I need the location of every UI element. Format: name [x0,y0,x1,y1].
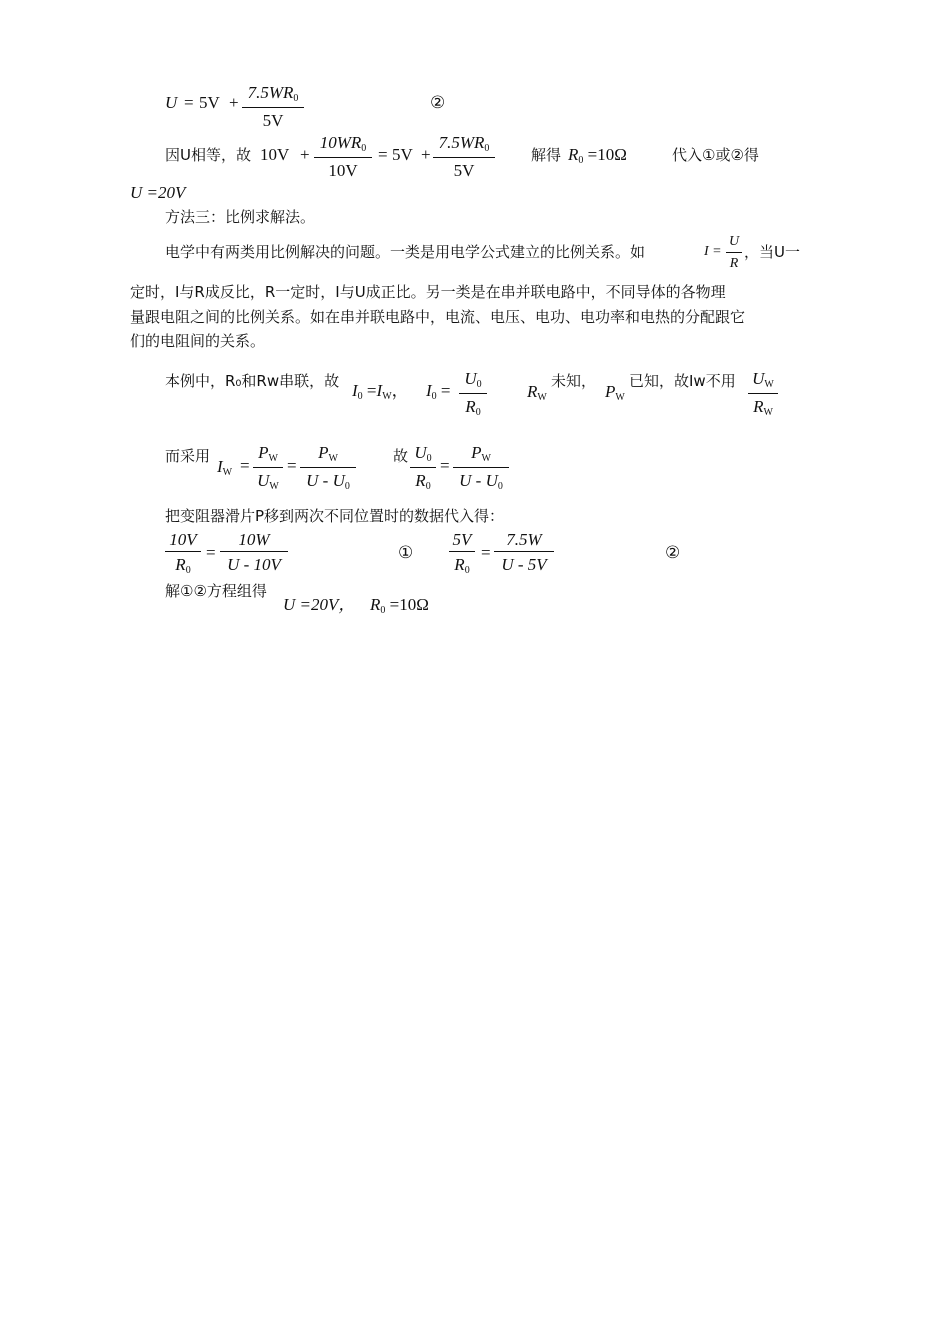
eq-pair-2-right-num: 7.5W [506,530,542,549]
para3-fraction-3 [410,444,436,492]
eq-pair-2-marker: ② [665,543,681,563]
para3-frac3-den: R [415,471,426,490]
eq-pair-2-right [494,531,554,573]
para3-frac1-den-sub: W [269,481,279,492]
para3-fraction-2 [300,444,356,492]
para1-formula-num: U [728,234,740,249]
para3-frac3-den-sub: 0 [425,481,431,492]
eq1-lhs: U [165,93,178,112]
final-r-sub: 0 [380,605,386,616]
para1-formula-lhs: I = [704,244,722,259]
eq2-a: 10V [260,145,290,164]
para2-pw-sub: W [615,392,625,403]
eq1-frac-num: 7.5WR [247,83,294,102]
para2-unknown: 未知， [551,372,597,390]
para3-frac4-den-sub: 0 [497,481,503,492]
para2-i0-sub: 0 [357,391,363,402]
eq2-fraction-2 [433,134,495,179]
eq2-r0-val: =10Ω [587,145,627,164]
para2-i0: I [352,381,358,400]
para2-rw: R [527,382,538,401]
eq-pair-2-equals: = [481,543,491,562]
eq-pair-1-marker: ① [398,543,414,563]
eq2-frac2-num: 7.5WR [438,133,485,152]
para1-formula-den: R [729,256,739,271]
eq2-prefix: 因U相等，故 [165,146,251,164]
para3-frac4-den: U - U [459,471,498,490]
eq1-fraction [242,84,304,129]
para3-eq2: = [287,456,297,475]
eq2-r0: R [568,145,579,164]
para2-frac2-den-sub: W [763,407,773,418]
eq-pair-2-left-den-sub: 0 [464,565,470,576]
eq1-plus: + [229,93,239,112]
eq2-solve-text: 解得 [531,146,562,164]
para2-fraction-2 [748,370,778,418]
para2-comma: ， [391,381,409,400]
para1-text-b: ，当U一 [744,243,800,261]
para2-rw-sub: W [537,392,547,403]
para2-i0b-sub: 0 [431,391,437,402]
para3-frac3-num-sub: 0 [426,453,432,464]
para3-frac1-den: U [257,471,270,490]
para2-fraction [459,370,487,418]
para2-pw: P [605,382,616,401]
para3-fraction-1 [253,444,283,492]
eq2-suffix: 代入①或②得 [672,146,759,164]
final-r-val: =10Ω [389,595,429,614]
para3-frac3-num: U [414,443,427,462]
para3-fraction-4 [453,444,509,492]
eq-pair-2-left-num: 5V [452,530,472,549]
para1-line-4: 们的电阻间的关系。 [130,332,266,350]
para3-eq: = [240,456,250,475]
eq2-frac1-num: 10WR [319,133,362,152]
para2-frac-num-sub: 0 [476,379,482,390]
para4-text: 把变阻器滑片P移到两次不同位置时的数据代入得： [165,507,505,525]
eq3-result: U =20V [130,183,186,202]
para3-frac1-num: P [258,443,269,462]
eq-pair-1-left-num: 10V [169,530,197,549]
para2-i0b: I [426,381,432,400]
para3-frac2-den-sub: 0 [344,481,350,492]
final-result: U =20V， [283,595,356,614]
para2-frac-den: R [465,397,476,416]
para3-frac2-num-sub: W [328,453,338,464]
eq2-b: 5V [392,145,413,164]
eq2-equals: = [378,145,388,164]
para3-frac4-num: P [471,443,482,462]
para2-iw-sub: W [382,391,392,402]
eq-pair-2-left-den: R [454,555,465,574]
para3-frac1-num-sub: W [268,453,278,464]
eq2-plus: + [300,145,310,164]
para2-prefix: 本例中，R₀和Rᴡ串联，故 [165,372,340,390]
para2-frac-den-sub: 0 [475,407,481,418]
eq-pair-1-left-den-sub: 0 [185,565,191,576]
eq2-frac1-den: 10V [328,161,358,180]
eq-pair-1-equals: = [206,543,216,562]
para1-text-a: 电学中有两类用比例解决的问题。一类是用电学公式建立的比例关系。如 [165,243,646,261]
eq2-fraction-1 [314,134,372,179]
para1-line-3: 量跟电阻之间的比例关系。如在串并联电路中，电流、电压、电功、电功率和电热的分配跟它 [130,308,746,326]
final-prefix: 解①②方程组得 [165,582,267,600]
eq-pair-1-right-num: 10W [238,530,270,549]
para3-prefix: 而采用 [165,447,211,465]
para2-eq: = [366,381,377,400]
eq2-frac2-num-sub: 0 [484,143,490,154]
para3-iw-sub: W [222,467,233,478]
eq-pair-1-right-den: U - 10V [227,555,281,574]
final-r: R [370,595,381,614]
para3-frac2-num: P [318,443,329,462]
eq-pair-2-left [449,531,475,576]
eq1-frac-den: 5V [262,111,284,130]
para2-frac2-num-sub: W [764,379,774,390]
para3-frac4-num-sub: W [481,453,491,464]
para2-frac2-den: R [753,397,764,416]
eq1-marker: ② [430,93,446,113]
para1-line-2: 定时，I与R成反比，R一定时，I与U成正比。另一类是在串并联电路中，不同导体的各物理 [130,283,726,301]
eq1-term: 5V [199,93,220,112]
para2-iw: I [376,381,383,400]
para3-gu: 故 [393,447,409,465]
eq1-frac-num-sub: 0 [293,93,299,104]
para2-known: 已知，故Iᴡ不用 [629,372,736,390]
eq1-equals: = [184,93,194,112]
eq2-frac1-num-sub: 0 [361,143,367,154]
eq2-frac2-den: 5V [453,161,475,180]
method3-title: 方法三：比例求解法。 [165,208,316,226]
para3-eq3: = [440,456,450,475]
para2-frac-num: U [464,369,477,388]
eq-pair-1-right [220,531,288,573]
eq-pair-1-left [165,531,201,576]
para1-formula-fraction [726,235,742,271]
eq-pair-1-left-den: R [175,555,186,574]
para3-iw: I [217,457,223,476]
para2-eq2: = [440,381,451,400]
eq2-plus-2: + [421,145,431,164]
para3-frac2-den: U - U [306,471,345,490]
para2-frac2-num: U [752,369,765,388]
eq-pair-2-right-den: U - 5V [501,555,547,574]
eq2-r0-sub: 0 [578,155,584,166]
